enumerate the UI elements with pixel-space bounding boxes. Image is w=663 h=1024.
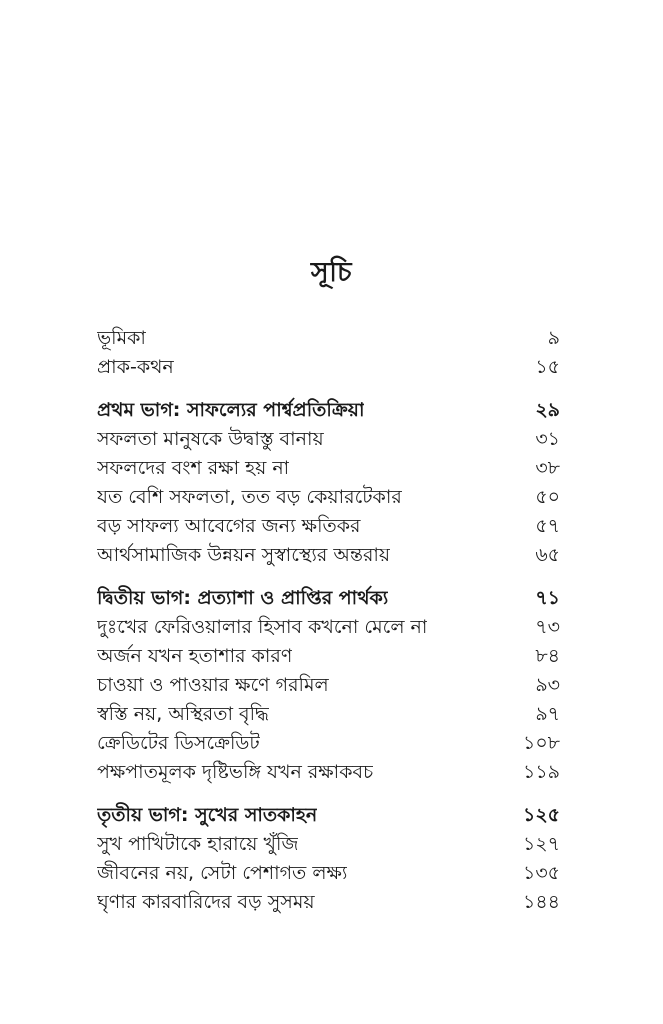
toc-entry [97, 671, 560, 700]
toc-entry-title: সফলদের বংশ রক্ষা হয় না [97, 457, 290, 479]
toc-entry-page-number: ১০৮ [522, 732, 560, 754]
toc-entry-title: অর্জন যখন হতাশার কারণ [97, 645, 293, 667]
toc-entry-page-number: ৯৭ [535, 703, 560, 725]
toc-entry-page-number: ২৯ [535, 399, 560, 421]
toc-entry-page-number: ৯৩ [535, 674, 560, 696]
toc-entry [97, 454, 560, 483]
toc-entry-title: সুখ পাখিটাকে হারায়ে খুঁজি [97, 833, 299, 855]
toc-entry [97, 396, 560, 425]
toc-entry [97, 512, 560, 541]
toc-entry-title: ক্রেডিটের ডিসক্রেডিট [97, 732, 260, 754]
toc-entry-title: দ্বিতীয় ভাগ: প্রত্যাশা ও প্রাপ্তির পার্থক্য [97, 587, 389, 609]
toc-group [97, 396, 560, 570]
toc-entry-page-number: ১৪৪ [523, 891, 560, 913]
toc-entry [97, 859, 560, 888]
toc-entry-title: যত বেশি সফলতা, তত বড় কেয়ারটেকার [97, 486, 402, 508]
toc-entry-page-number: ৫০ [535, 486, 560, 508]
toc-entry-page-number: ১১৯ [523, 761, 560, 783]
toc-entry [97, 425, 560, 454]
toc-entry [97, 642, 560, 671]
toc-entry [97, 353, 560, 382]
toc-entry [97, 324, 560, 353]
toc-entry-title: তৃতীয় ভাগ: সুখের সাতকাহন [97, 804, 318, 826]
toc-group [97, 801, 560, 917]
toc-entry-title: প্রথম ভাগ: সাফল্যের পার্শ্বপ্রতিক্রিয়া [97, 399, 365, 421]
toc-entry [97, 700, 560, 729]
toc-entry-title: ভূমিকা [97, 327, 146, 349]
toc-entry-title: ঘৃণার কারবারিদের বড় সুসময় [97, 891, 315, 913]
toc-entry [97, 541, 560, 570]
toc-entry-title: বড় সাফল্য আবেগের জন্য ক্ষতিকর [97, 515, 361, 537]
toc-entry-page-number: ১২৭ [522, 833, 560, 855]
toc-entry-page-number: ৮৪ [535, 645, 560, 667]
toc-entry-title: স্বস্তি নয়, অস্থিরতা বৃদ্ধি [97, 703, 269, 725]
toc-entry-page-number: ৭১ [535, 587, 560, 609]
toc-entry [97, 801, 560, 830]
toc-entry-page-number: ৩১ [535, 428, 560, 450]
toc-entry-title: প্রাক-কথন [97, 356, 174, 378]
toc-entry-page-number: ১৫ [535, 356, 560, 378]
toc-entry-title: পক্ষপাতমূলক দৃষ্টিভঙ্গি যখন রক্ষাকবচ [97, 761, 374, 783]
table-of-contents [97, 324, 560, 917]
toc-entry [97, 830, 560, 859]
toc-entry [97, 888, 560, 917]
toc-entry [97, 729, 560, 758]
toc-entry-page-number: ৭৩ [535, 616, 560, 638]
toc-entry-page-number: ১৩৫ [522, 862, 560, 884]
toc-entry-title: জীবনের নয়, সেটা পেশাগত লক্ষ্য [97, 862, 348, 884]
toc-entry [97, 584, 560, 613]
toc-entry-page-number: ৩৮ [535, 457, 560, 479]
toc-entry-page-number: ১২৫ [522, 804, 560, 826]
toc-entry-title: আর্থসামাজিক উন্নয়ন সুস্বাস্থ্যের অন্তরায় [97, 544, 391, 566]
toc-group [97, 324, 560, 382]
toc-entry-title: সফলতা মানুষকে উদ্বাস্তু বানায় [97, 428, 324, 450]
page-title: সূচি [310, 257, 353, 288]
toc-group [97, 584, 560, 787]
toc-entry-page-number: ৫৭ [535, 515, 560, 537]
toc-entry [97, 483, 560, 512]
toc-entry-page-number: ৬৫ [535, 544, 560, 566]
toc-entry [97, 758, 560, 787]
toc-entry [97, 613, 560, 642]
toc-entry-page-number: ৯ [547, 327, 560, 349]
toc-entry-title: চাওয়া ও পাওয়ার ক্ষণে গরমিল [97, 674, 329, 696]
toc-entry-title: দুঃখের ফেরিওয়ালার হিসাব কখনো মেলে না [97, 616, 428, 638]
